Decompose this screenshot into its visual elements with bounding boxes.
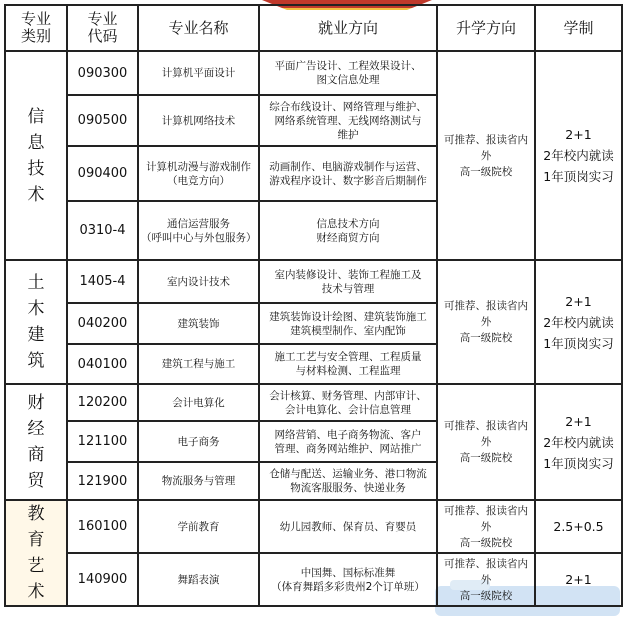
major-code: 1405-4 [67,260,138,303]
job-direction: 建筑装饰设计绘图、建筑装饰施工 建筑模型制作、室内配饰 [259,303,437,344]
table-row [5,51,622,95]
major-name: 物流服务与管理 [138,462,259,500]
major-name: 计算机网络技术 [138,95,259,146]
major-name: 舞蹈表演 [138,553,259,606]
further-study: 可推荐、报读省内外 高一级院校 [437,260,535,384]
table-row [5,553,622,606]
job-direction: 网络营销、电子商务物流、客户 管理、商务网站维护、网站推广 [259,421,437,462]
table-row [5,500,622,553]
major-name: 建筑工程与施工 [138,344,259,384]
category-cell: 信 息 技 术 [5,51,67,260]
major-code: 090500 [67,95,138,146]
job-direction: 施工工艺与安全管理、工程质量 与材料检测、工程监理 [259,344,437,384]
further-study: 可推荐、报读省内外 高一级院校 [437,500,535,553]
major-name: 学前教育 [138,500,259,553]
header-duration: 学制 [535,5,622,51]
major-name: 计算机动漫与游戏制作 （电竞方向） [138,146,259,201]
table-row [5,260,622,303]
further-study: 可推荐、报读省内外 高一级院校 [437,553,535,606]
job-direction: 室内装修设计、装饰工程施工及 技术与管理 [259,260,437,303]
major-code: 140900 [67,553,138,606]
major-code: 120200 [67,384,138,421]
major-name: 计算机平面设计 [138,51,259,95]
duration: 2+1 2年校内就读 1年顶岗实习 [535,51,622,260]
major-name: 通信运营服务 （呼叫中心与外包服务） [138,201,259,260]
duration: 2+1 2年校内就读 1年顶岗实习 [535,384,622,500]
job-direction: 幼儿园教师、保育员、育婴员 [259,500,437,553]
header-job: 就业方向 [259,5,437,51]
job-direction: 仓储与配送、运输业务、港口物流 物流客服服务、快递业务 [259,462,437,500]
further-study: 可推荐、报读省内外 高一级院校 [437,384,535,500]
header-code: 专业 代码 [67,5,138,51]
majors-table [4,4,623,607]
duration: 2+1 [535,553,622,606]
category-cell: 教 育 艺 术 [5,500,67,606]
major-name: 电子商务 [138,421,259,462]
major-code: 090400 [67,146,138,201]
major-code: 121100 [67,421,138,462]
header-name: 专业名称 [138,5,259,51]
duration: 2+1 2年校内就读 1年顶岗实习 [535,260,622,384]
job-direction: 会计核算、财务管理、内部审计、 会计电算化、会计信息管理 [259,384,437,421]
major-code: 090300 [67,51,138,95]
header-row [5,5,622,51]
header-category: 专业 类别 [5,5,67,51]
job-direction: 信息技术方向 财经商贸方向 [259,201,437,260]
job-direction: 动画制作、电脑游戏制作与运营、 游戏程序设计、数字影音后期制作 [259,146,437,201]
category-cell: 土 木 建 筑 [5,260,67,384]
major-code: 121900 [67,462,138,500]
major-code: 160100 [67,500,138,553]
job-direction: 平面广告设计、工程效果设计、 图文信息处理 [259,51,437,95]
major-name: 会计电算化 [138,384,259,421]
major-name: 建筑装饰 [138,303,259,344]
duration: 2.5+0.5 [535,500,622,553]
major-code: 040200 [67,303,138,344]
category-cell: 财 经 商 贸 [5,384,67,500]
major-code: 040100 [67,344,138,384]
job-direction: 综合布线设计、网络管理与维护、 网络系统管理、无线网络测试与 维护 [259,95,437,146]
header-further: 升学方向 [437,5,535,51]
major-name: 室内设计技术 [138,260,259,303]
major-code: 0310-4 [67,201,138,260]
further-study: 可推荐、报读省内外 高一级院校 [437,51,535,260]
job-direction: 中国舞、国标标准舞 （体育舞蹈多彩贵州2个订单班） [259,553,437,606]
table-row [5,384,622,421]
